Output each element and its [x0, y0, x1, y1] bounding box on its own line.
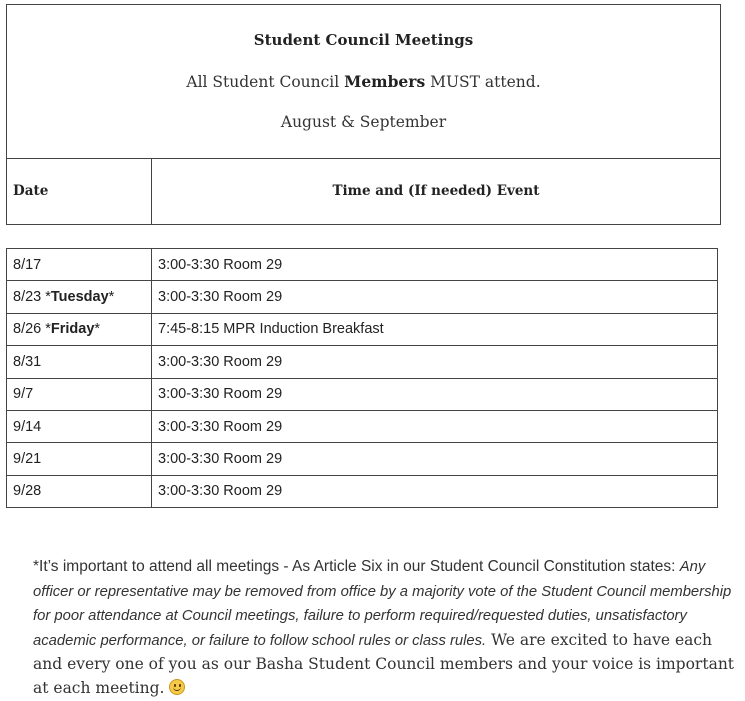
date-text: 9/28	[13, 483, 42, 500]
date-cell	[7, 346, 152, 378]
date-cell	[7, 249, 152, 281]
page-title: Student Council Meetings	[253, 31, 474, 49]
date-text: 8/23 *	[13, 289, 51, 306]
table-row	[7, 249, 718, 281]
date-cell	[7, 281, 152, 313]
table-row	[7, 410, 718, 442]
day-note: Tuesday	[50, 289, 109, 306]
date-text: 8/17	[13, 256, 42, 273]
title-cell	[7, 5, 720, 159]
date-text: 9/21	[13, 451, 42, 468]
day-note-end: *	[94, 321, 101, 338]
column-header-event: Time and (If needed) Event	[332, 183, 540, 199]
date-cell	[7, 410, 152, 442]
event-cell: 3:00-3:30 Room 29	[152, 346, 718, 378]
event-cell: 3:00-3:30 Room 29	[152, 281, 718, 313]
table-row	[7, 475, 718, 507]
table-row	[7, 281, 718, 313]
table-row	[7, 443, 718, 475]
event-cell: 3:00-3:30 Room 29	[152, 249, 718, 281]
event-cell: 3:00-3:30 Room 29	[152, 475, 718, 507]
notice-pre: All Student Council	[186, 73, 345, 91]
note-lead: *It’s important to attend all meetings - As Article Six in our Student Council Constitution states:	[33, 558, 680, 575]
event-cell: 3:00-3:30 Room 29	[152, 443, 718, 475]
event-cell: 3:00-3:30 Room 29	[152, 410, 718, 442]
notice-bold: Members	[344, 72, 426, 91]
smiley-icon	[169, 679, 185, 695]
date-cell	[7, 313, 152, 345]
date-text: 9/7	[13, 386, 34, 403]
column-header-row	[7, 158, 720, 224]
date-cell	[7, 475, 152, 507]
table-row	[7, 378, 718, 410]
column-header-date: Date	[7, 158, 152, 224]
attendance-policy-note	[33, 555, 745, 701]
constitution-quote: Any officer or representative may be removed from office by a majority vote of the Student Council membership for poor attendance at Council meetings, failure to perform required/requested duties, unsatisfactory academic performance, or failure to follow school rules or class rules.	[33, 559, 732, 649]
schedule-table	[6, 248, 718, 508]
attendance-notice	[7, 72, 720, 91]
date-cell	[7, 443, 152, 475]
day-note: Friday	[50, 321, 95, 338]
date-text: 9/14	[13, 418, 42, 435]
date-text: 8/26 *	[13, 321, 51, 338]
event-cell: 7:45-8:15 MPR Induction Breakfast	[152, 313, 718, 345]
event-cell: 3:00-3:30 Room 29	[152, 378, 718, 410]
date-text: 8/31	[13, 353, 42, 370]
table-row	[7, 346, 718, 378]
table-row	[7, 313, 718, 345]
notice-post: MUST attend.	[425, 73, 541, 91]
day-note-end: *	[108, 289, 115, 306]
months-label: August & September	[280, 113, 447, 131]
date-cell	[7, 378, 152, 410]
header-table	[6, 4, 721, 225]
note-closing: We are excited to have each and every one of you as our Basha Student Council members and your voice is important at each meeting.	[33, 630, 735, 697]
